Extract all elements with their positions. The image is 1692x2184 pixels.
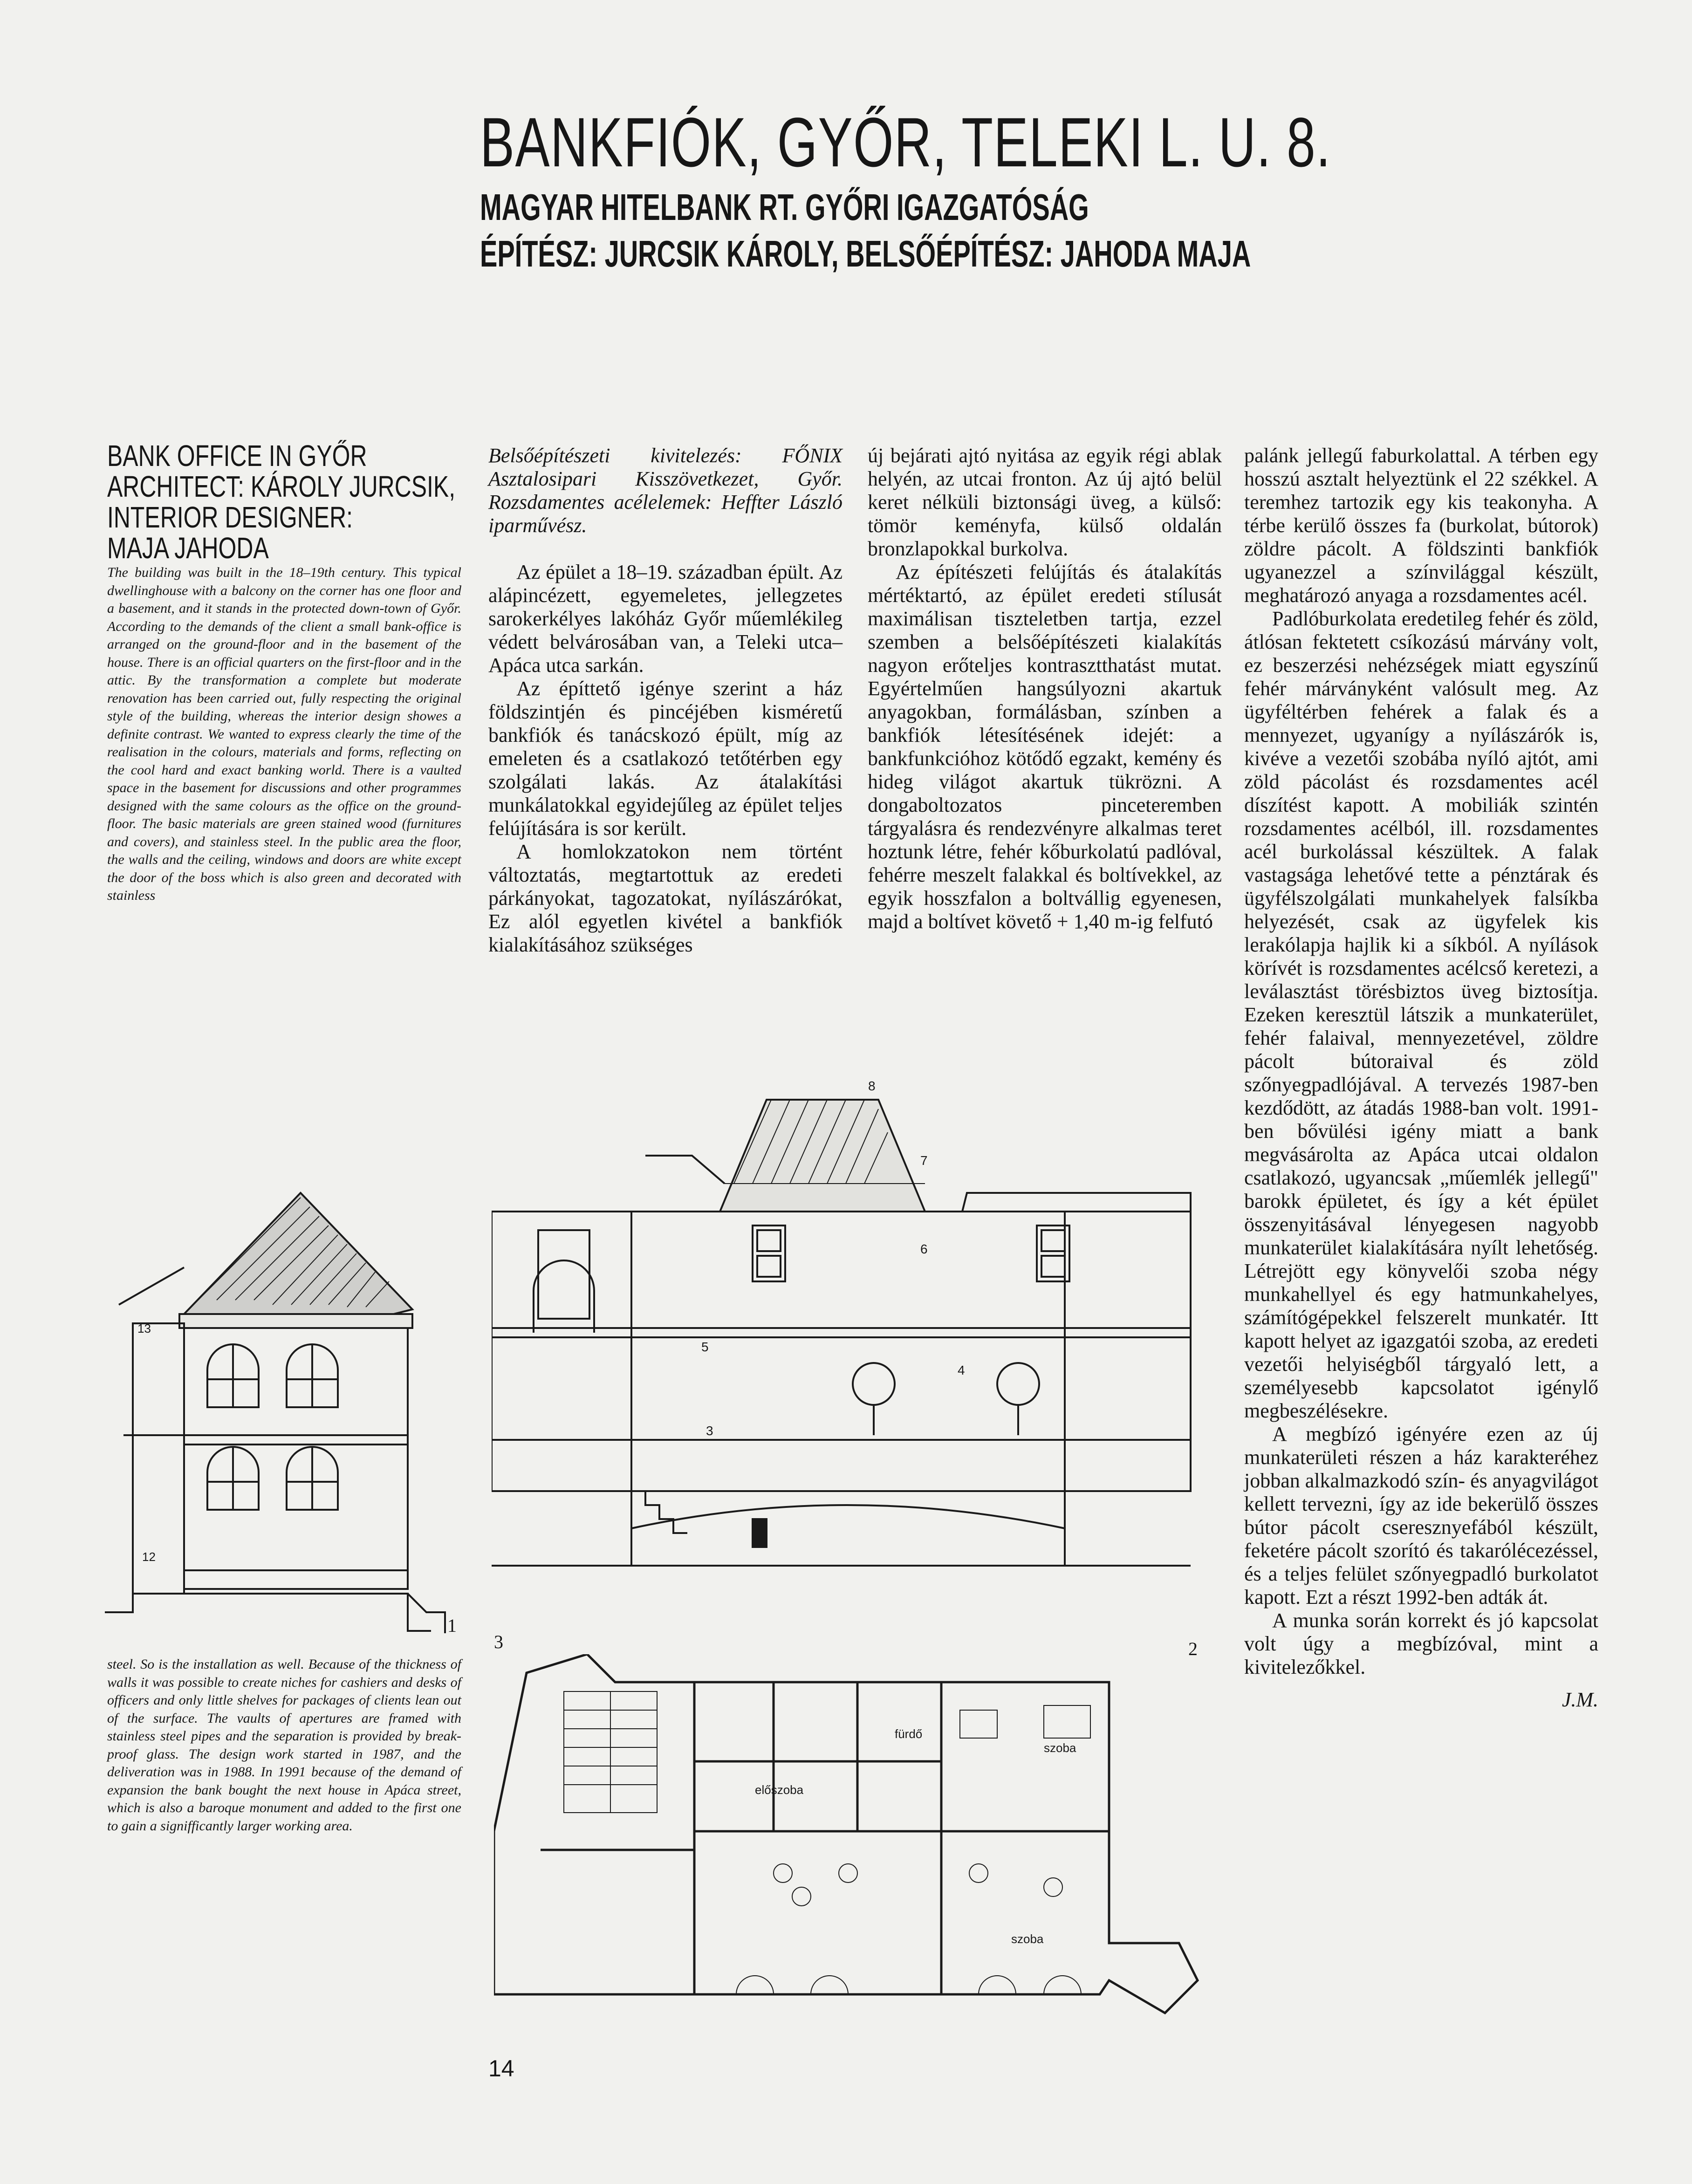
body-paragraph: Az épület a 18–19. században épült. Az alápincézett, egyemeletes, jellegzetes sarokerkélyes lakóház Győr műemlékileg védett belvárosában van, a Teleki utca–Apáca utca sarkán. — [488, 561, 843, 677]
fig2-label: 7 — [920, 1153, 928, 1168]
english-summary-part2: steel. So is the installation as well. Because of the thickness of walls it was possible to create niches for cashiers and desks of officers and only little shelves for packages of clients lean out of the surface. The vaults of apertures are framed with stainless steel pipes and the separation is provided by break-proof glass. The design work started in 1987, and the deliveration was in 1988. In 1991 because of the demand of expansion the bank bought the next house in Apáca street, which is also a baroque monument and added to the first one to gain a signifficantly larger working area. — [107, 1657, 461, 1834]
figure-3-number: 3 — [494, 1631, 503, 1652]
fig3-label: előszoba — [755, 1783, 804, 1797]
fig1-label: 12 — [142, 1550, 156, 1564]
figure-1-number: 1 — [447, 1615, 457, 1636]
credits-paragraph: Belsőépítészeti kivitelezés: FŐNIX Asztalosipari Kisszövetkezet, Győr. Rozsdamentes acélelemek: Heffter László iparművész. — [488, 444, 843, 537]
figure-3-floor-plan — [494, 1654, 1221, 2018]
article-subtitle-client: MAGYAR HITELBANK RT. GYŐRI IGAZGATÓSÁG — [480, 186, 1089, 228]
body-paragraph: A megbízó igényére ezen az új munkaterületi részen a ház karakteréhez jobban alkalmazkodó szín- és anyagvilágot kellett tervezni, így az ide bekerülő összes bútor pácolt cseresznyefából készült, feketére pácolt szorító és takarólécezéssel, és a teljes felület szőnyegpadló burkolatot kapott. Ezt a részt 1992-ben adták át. — [1244, 1423, 1598, 1609]
fig1-label: 13 — [137, 1321, 151, 1335]
english-heading — [107, 439, 456, 565]
article-column-4 — [1244, 444, 1598, 1712]
article-column-2 — [488, 444, 843, 957]
fig3-label: szoba — [1011, 1932, 1044, 1946]
page-number: 14 — [488, 2055, 514, 2081]
fig3-label: fürdő — [895, 1727, 923, 1741]
body-paragraph: Az építtető igénye szerint a ház földszintjén és pincéjében kisméretű bankfiók és tanácskozó épült, míg az emeleten és a csatlakozó tetőtérben egy szolgálati lakás. Az átalakítási munkálatokkal egyidejűleg az épület teljes felújítására is sor került. — [488, 677, 843, 840]
figure-2-number: 2 — [1188, 1638, 1198, 1659]
english-heading-line: INTERIOR DESIGNER: — [107, 500, 353, 534]
english-summary-part1: The building was built in the 18–19th century. This typical dwellinghouse with a balcony on the corner has one floor and a basement, and it stands in the protected down-town of Győr. According to the demands of the client a small bank-office is arranged on the ground-floor and in the basement of the house. There is an official quarters on the first-floor and in the attic. By the transformation a complete but moderate renovation has been carried out, fully respecting the original style of the building, whereas the interior design showes a definite contrast. We wanted to express clearly the time of the realisation in the colours, materials and forms, reflecting on the cool hard and exact banking world. There is a vaulted space in the basement for discussions and other programmes designed with the same colours as the office on the ground-floor. The basic materials are green stained wood (furnitures and covers), and stainless steel. In the public area the floor, the walls and the ceiling, windows and doors are white except the door of the boss which is also green and decorated with stainless — [107, 565, 461, 903]
body-paragraph: Az építészeti felújítás és átalakítás mértéktartó, az épület eredeti stílusát maximálisan tiszteletben tartja, ezzel szemben a belsőépítészeti kialakítás nagyon erőteljes kontrasztthatást mutat. Egyértelműen hangsúlyozni akartuk anyagokban, formálásban, színben a bankfiók létesítésének idejét: a bankfunkcióhoz kötődő egzakt, kemény és hideg világot akartuk tükrözni. A dongaboltozatos pinceteremben tárgyalásra és rendezvényre alkalmas teret hoztunk létre, fehér kőburkolatú padlóval, fehérre meszelt falakkal és boltívekkel, az egyik hosszfalon a boltvállig egyenesen, majd a boltívet követő + 1,40 m-ig felfutó — [868, 561, 1222, 933]
fig2-label: 6 — [920, 1242, 928, 1256]
body-paragraph: Padlóburkolata eredetileg fehér és zöld, átlósan fektetett csíkozású márvány volt, ez beszerzési nehézségek miatt egyszínű fehér márványként valósult meg. Az ügyféltérben fehérek a falak és a mennyezet, ugyanígy a nyílászárók is, kivéve a vezetői szobába nyíló ajtót, ami zöld pácolást és rozsdamentes acél díszítést kapott. A mobiliák szintén rozsdamentes acélból, ill. rozsdamentes acél burkolással készültek. A falak vastagsága lehetővé tette a pénztárak és ügyfélszolgálati munkahelyek falsíkba helyezését, csak az ügyfelek kis lerakólapja hajlik ki a síkból. A nyílások körívét is rozsdamentes acélcső keretezi, a leválasztást törésbiztos üveg biztosítja. Ezeken keresztül látszik a munkaterület, fehér falaival, mennyezetével, zöldre pácolt bútoraival és zöld szőnyegpadlójával. A tervezés 1987-ben kezdődött, az átadás 1988-ban volt. 1991-ben bővülési igény miatt a bank megvásárolta az Apáca utcai oldalon csatlakozó, ugyancsak „műemlék jellegű" barokk épületet, és így a két épület összenyitásával lényegesen nagyobb munkaterület kialakítására nyílt lehetőség. Létrejött egy könyvelői szoba négy munkahellyel és egy hatmunkahelyes, számítógépekkel felszerelt munkatér. Itt kapott helyet az igazgatói szoba, az eredeti vezetői helyiségből tárgyaló lett, a személyesebb kapcsolatot igénylő megbeszélésekre. — [1244, 607, 1598, 1422]
fig2-label: 5 — [701, 1340, 709, 1354]
figure-2-section-drawing — [492, 1072, 1219, 1617]
body-paragraph: A homlokzatokon nem történt változtatás, megtartottuk az eredeti párkányokat, tagozatokat, nyílászárókat, Ez alól egyetlen kivétel a bankfiók kialakításához szükséges — [488, 840, 843, 956]
fig2-label: 4 — [958, 1363, 965, 1377]
article-column-3 — [868, 444, 1222, 933]
fig2-label: 8 — [868, 1079, 876, 1093]
english-heading-line: BANK OFFICE IN GYŐR — [107, 439, 367, 472]
article-title: BANKFIÓK, GYŐR, TELEKI L. U. 8. — [480, 103, 1331, 181]
english-heading-line: MAJA JAHODA — [107, 531, 269, 565]
body-paragraph: új bejárati ajtó nyitása az egyik régi ablak helyén, az utcai fronton. Az új ajtó belül keret nélküli biztonsági üveg, a külső: tömör keményfa, külső oldalán bronzlapokkal burkolva. — [868, 444, 1222, 560]
body-paragraph: A munka során korrekt és jó kapcsolat volt úgy a megbízóval, mint a kivitelezőkkel. — [1244, 1609, 1598, 1678]
figure-1-elevation-drawing — [105, 1174, 468, 1640]
body-paragraph: palánk jellegű faburkolattal. A térben egy hosszú asztalt helyeztünk el 22 székkel. A teremhez tartozik egy kis teakonyha. A térbe kerülő összes fa (burkolat, bútorok) zöldre pácolt. A földszinti bankfiók ugyanezzel a színvilággal készült, meghatározó anyaga a rozsdamentes acél. — [1244, 444, 1598, 607]
fig2-label: 3 — [706, 1424, 713, 1438]
english-heading-line: ARCHITECT: KÁROLY JURCSIK, — [107, 470, 456, 503]
fig3-label: szoba — [1044, 1741, 1076, 1755]
author-signature: J.M. — [1562, 1688, 1598, 1711]
article-subtitle-architects: ÉPÍTÉSZ: JURCSIK KÁROLY, BELSŐÉPÍTÉSZ: JAHODA MAJA — [480, 233, 1251, 274]
